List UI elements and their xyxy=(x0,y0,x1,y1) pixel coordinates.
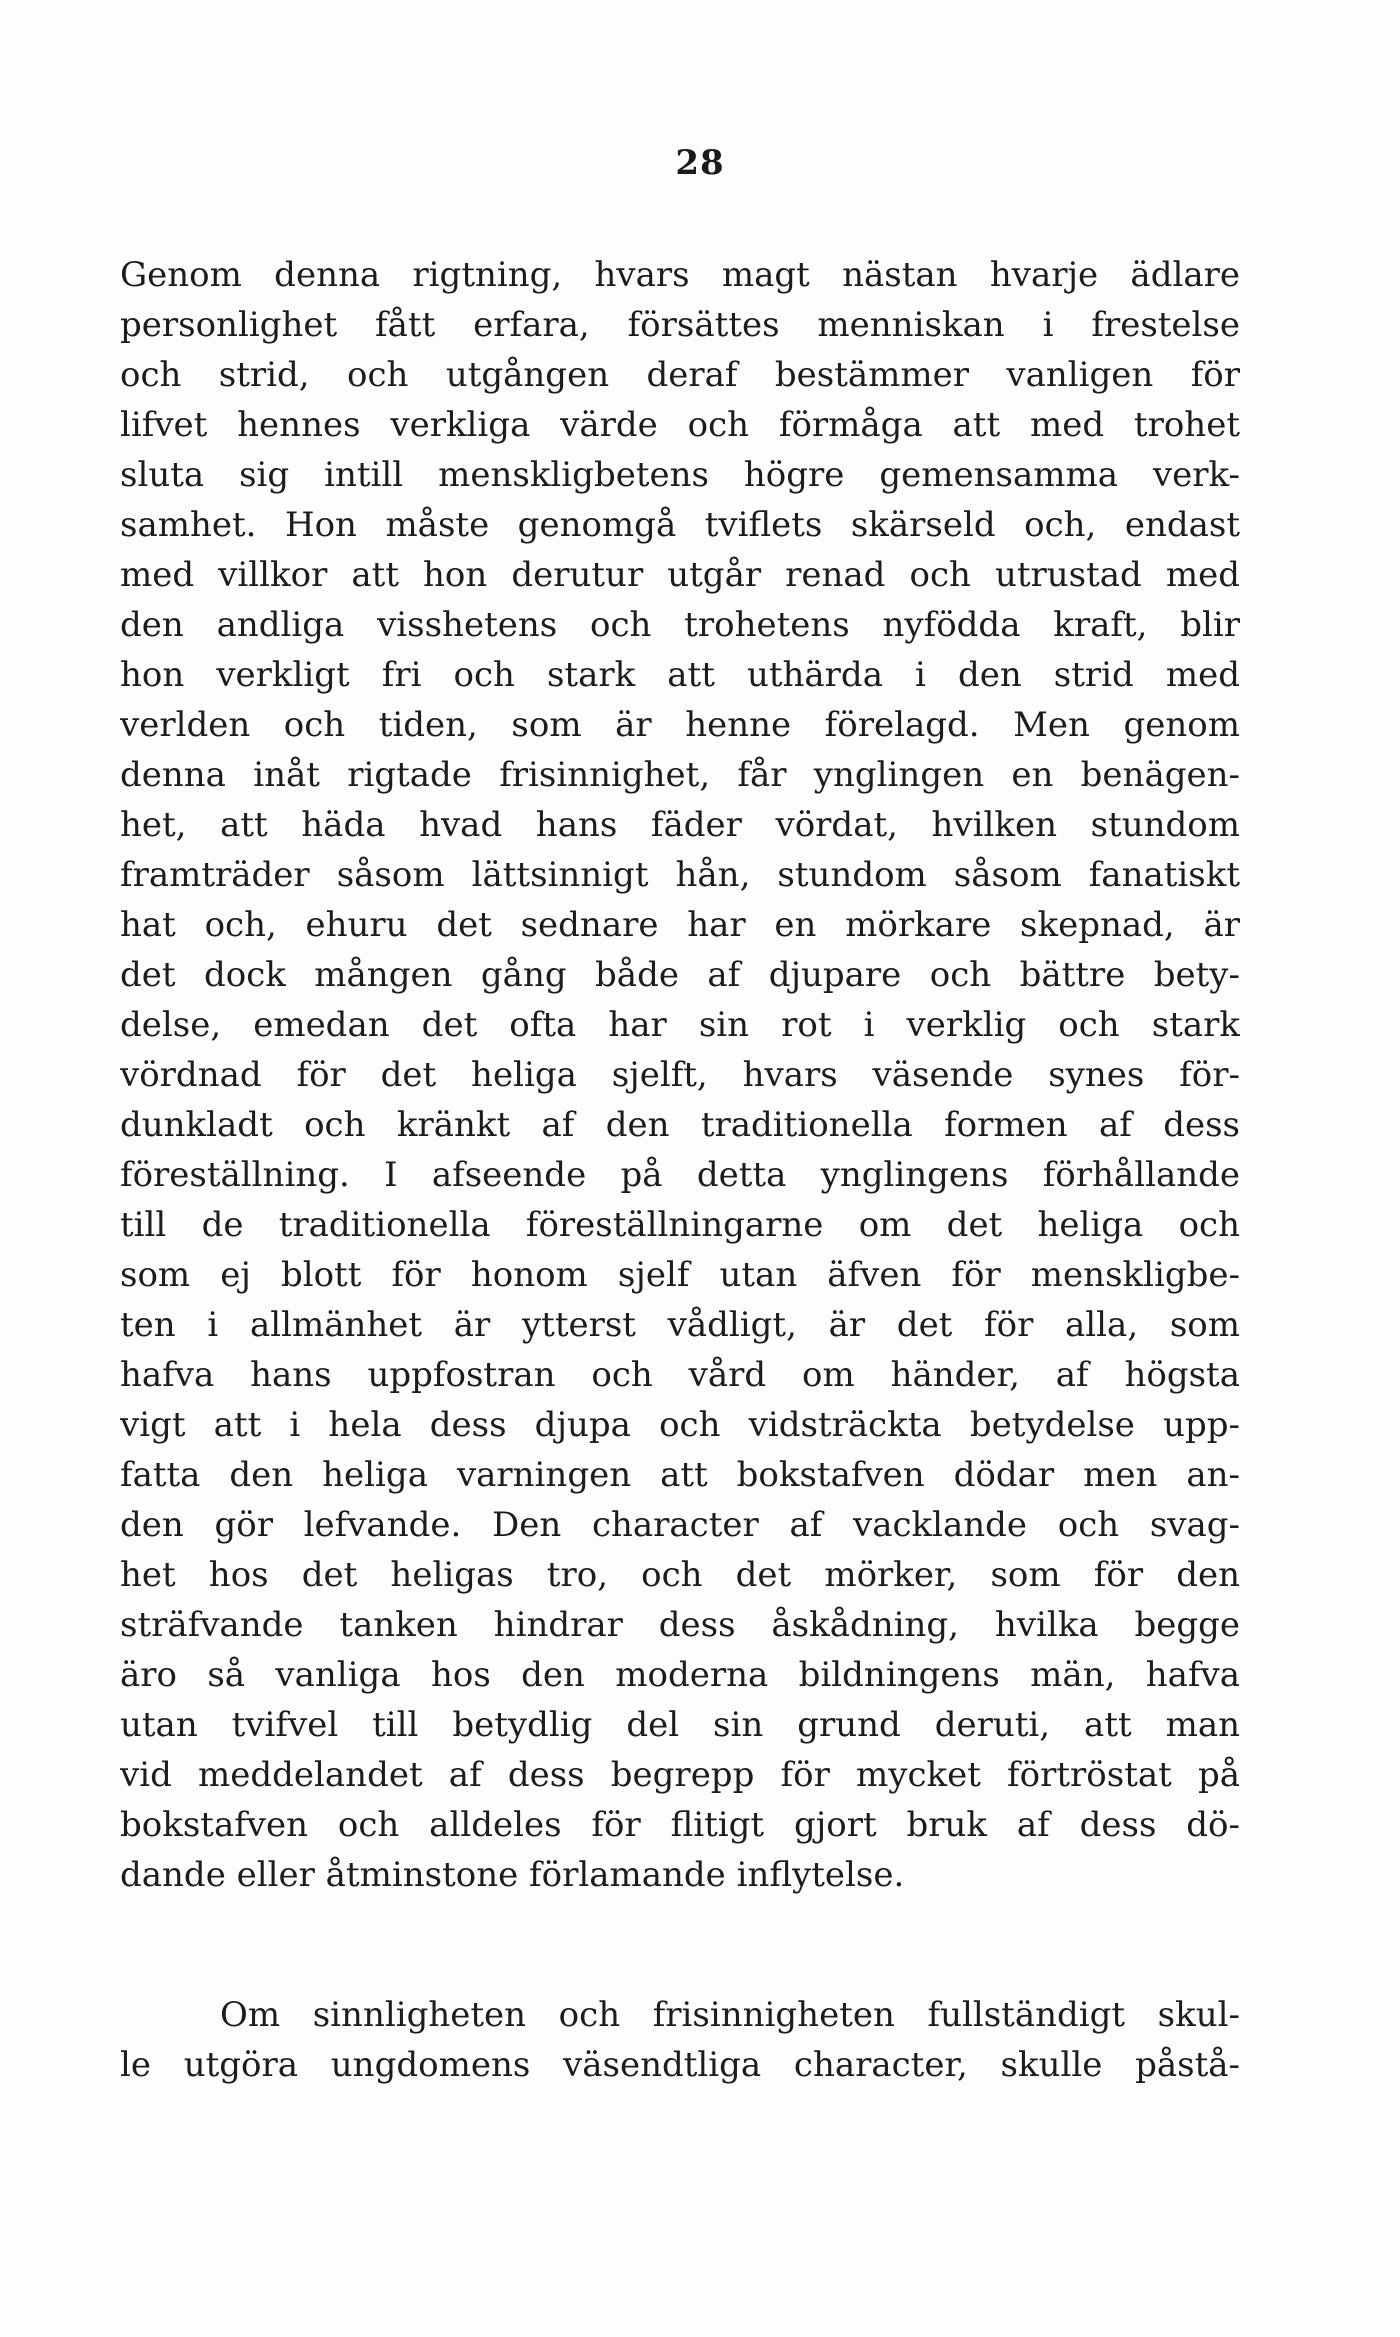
text-line: det dock mången gång både af djupare och bättre bety- xyxy=(120,955,1240,995)
text-line: Genom denna rigtning, hvars magt nästan hvarje ädlare xyxy=(120,255,1240,295)
text-line: het hos det heligas tro, och det mörker, som för den xyxy=(120,1555,1240,1595)
text-line: med villkor att hon derutur utgår renad och utrustad med xyxy=(120,555,1240,595)
text-line: le utgöra ungdomens väsendtliga character, skulle påstå- xyxy=(120,2045,1240,2085)
text-line: hafva hans uppfostran och vård om händer, af högsta xyxy=(120,1355,1240,1395)
text-line: denna inåt rigtade frisinnighet, får ynglingen en benägen- xyxy=(120,755,1240,795)
text-line: hon verkligt fri och stark att uthärda i den strid med xyxy=(120,655,1240,695)
text-line: utan tvifvel till betydlig del sin grund deruti, att man xyxy=(120,1705,1240,1745)
text-line: verlden och tiden, som är henne förelagd. Men genom xyxy=(120,705,1240,745)
text-line: Om sinnligheten och frisinnigheten fullständigt skul- xyxy=(220,1995,1240,2035)
text-line: lifvet hennes verkliga värde och förmåga att med trohet xyxy=(120,405,1240,445)
text-line: samhet. Hon måste genomgå tviflets skärseld och, endast xyxy=(120,505,1240,545)
text-line: vigt att i hela dess djupa och vidsträckta betydelse upp- xyxy=(120,1405,1240,1445)
text-line: ten i allmänhet är ytterst vådligt, är det för alla, som xyxy=(120,1305,1240,1345)
text-line: den andliga visshetens och trohetens nyfödda kraft, blir xyxy=(120,605,1240,645)
text-line: den gör lefvande. Den character af vacklande och svag- xyxy=(120,1505,1240,1545)
paragraph-1 xyxy=(120,250,1240,1900)
text-line: dande eller åtminstone förlamande inflytelse. xyxy=(120,1855,905,1895)
text-line: bokstafven och alldeles för flitigt gjort bruk af dess dö- xyxy=(120,1805,1240,1845)
text-line: som ej blott för honom sjelf utan äfven för menskligbe- xyxy=(120,1255,1240,1295)
paragraph-2 xyxy=(120,1990,1240,2090)
text-line: dunkladt och kränkt af den traditionella formen af dess xyxy=(120,1105,1240,1145)
text-line: delse, emedan det ofta har sin rot i verklig och stark xyxy=(120,1005,1240,1045)
text-line: personlighet fått erfara, försättes menniskan i frestelse xyxy=(120,305,1240,345)
text-line: vid meddelandet af dess begrepp för mycket förtröstat på xyxy=(120,1755,1240,1795)
text-line: sluta sig intill menskligbetens högre gemensamma verk- xyxy=(120,455,1240,495)
text-line: och strid, och utgången deraf bestämmer vanligen för xyxy=(120,355,1240,395)
text-line: fatta den heliga varningen att bokstafven dödar men an- xyxy=(120,1455,1240,1495)
text-line: sträfvande tanken hindrar dess åskådning, hvilka begge xyxy=(120,1605,1240,1645)
text-line: föreställning. I afseende på detta ynglingens förhållande xyxy=(120,1155,1240,1195)
text-line: äro så vanliga hos den moderna bildningens män, hafva xyxy=(120,1655,1240,1695)
text-line: hat och, ehuru det sednare har en mörkare skepnad, är xyxy=(120,905,1240,945)
page-number: 28 xyxy=(675,143,725,183)
text-line: het, att häda hvad hans fäder vördat, hvilken stundom xyxy=(120,805,1240,845)
text-line: vördnad för det heliga sjelft, hvars väsende synes för- xyxy=(120,1055,1240,1095)
text-line: till de traditionella föreställningarne om det heliga och xyxy=(120,1205,1240,1245)
text-line: framträder såsom lättsinnigt hån, stundom såsom fanatiskt xyxy=(120,855,1240,895)
